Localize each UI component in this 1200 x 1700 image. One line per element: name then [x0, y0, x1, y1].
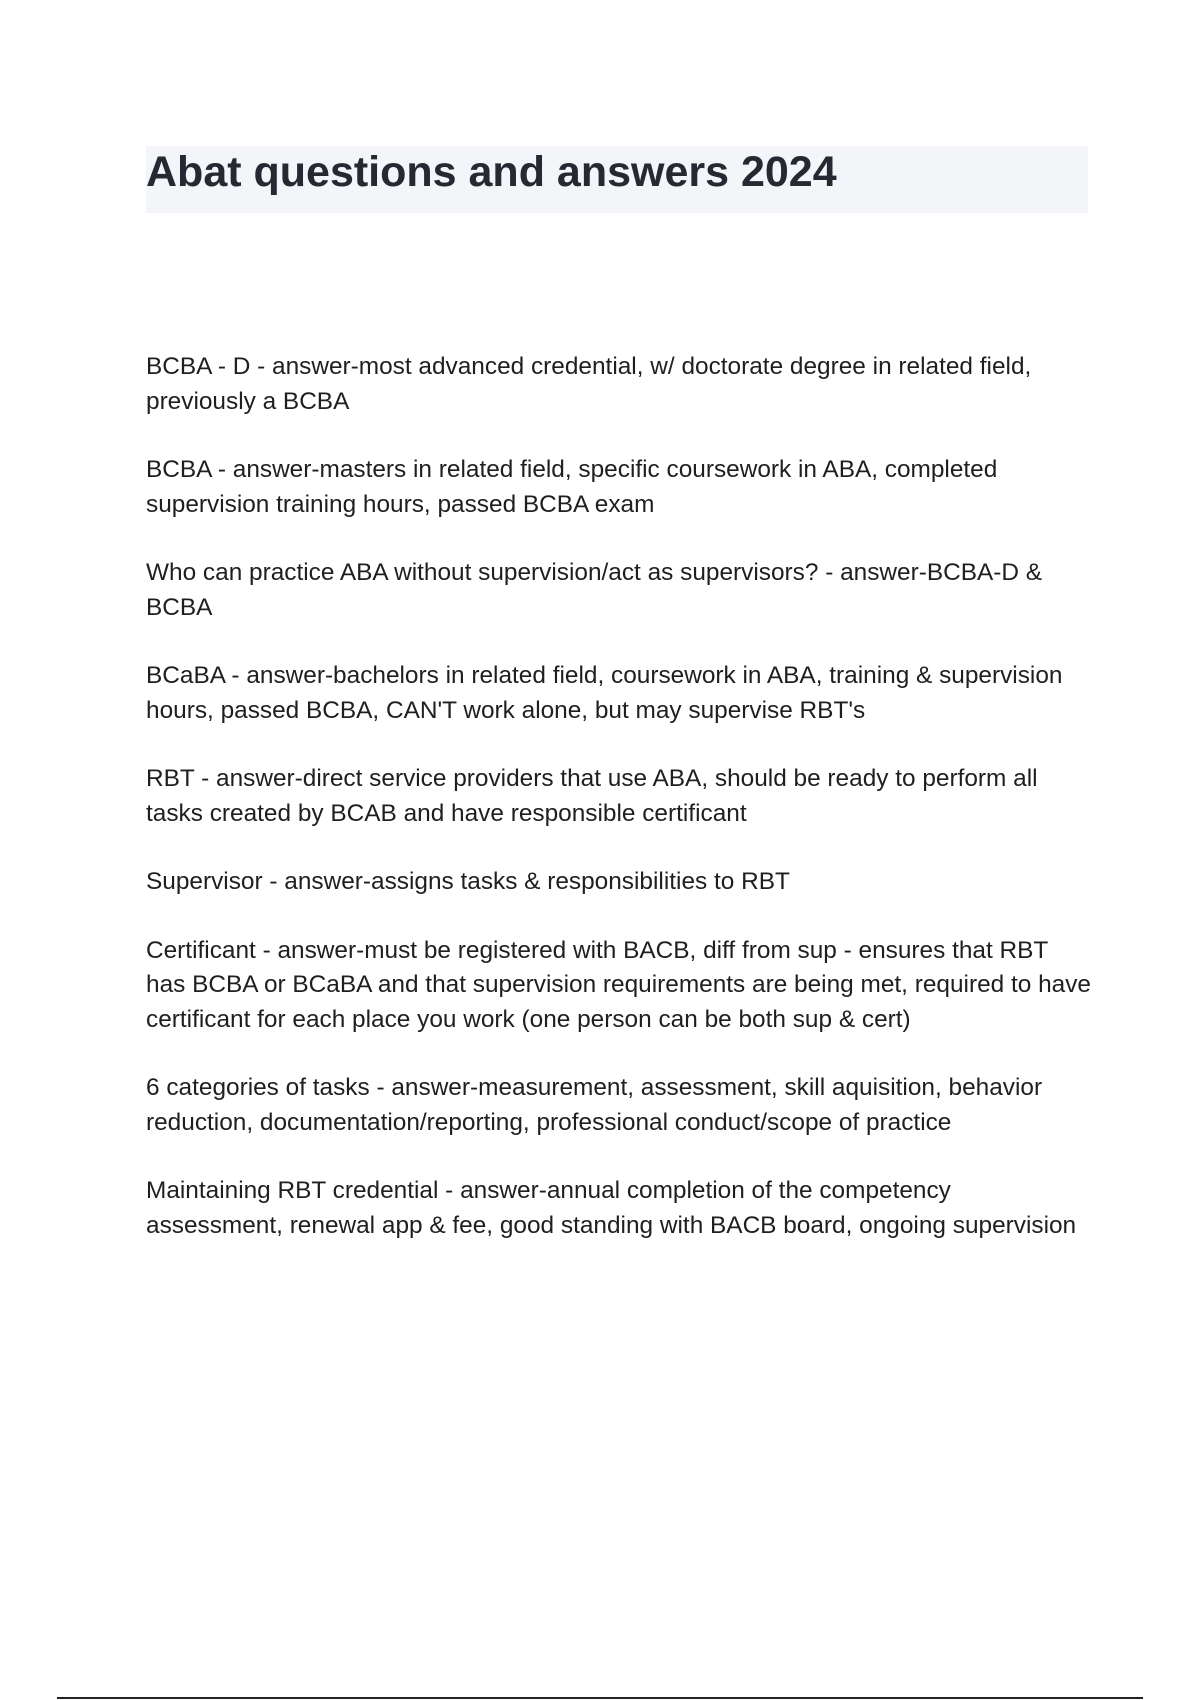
qa-list [146, 350, 1091, 1277]
qa-entry: BCBA - D - answer-most advanced credential, w/ doctorate degree in related field, previously a BCBA [146, 353, 1032, 415]
qa-entry: Who can practice ABA without supervision/act as supervisors? - answer-BCBA-D & BCBA [146, 559, 1043, 621]
qa-entry: Supervisor - answer-assigns tasks & responsibilities to RBT [146, 868, 790, 895]
qa-entry: BCaBA - answer-bachelors in related field, coursework in ABA, training & supervision hours, passed BCBA, CAN'T work alone, but may supervise RBT's [146, 662, 1063, 724]
document-title: Abat questions and answers 2024 [146, 148, 837, 196]
qa-entry: Certificant - answer-must be registered with BACB, diff from sup - ensures that RBT has BCBA or BCaBA and that supervision requirements are being met, required to have certificant for each place you work (one person can be both sup & cert) [146, 936, 1091, 1033]
footer-divider [57, 1697, 1143, 1699]
qa-entry: 6 categories of tasks - answer-measurement, assessment, skill aquisition, behavior reduction, documentation/reporting, professional conduct/scope of practice [146, 1074, 1043, 1136]
qa-entry: BCBA - answer-masters in related field, specific coursework in ABA, completed supervision training hours, passed BCBA exam [146, 456, 998, 518]
qa-entry: Maintaining RBT credential - answer-annual completion of the competency assessment, renewal app & fee, good standing with BACB board, ongoing supervision [146, 1177, 1077, 1239]
qa-entry: RBT - answer-direct service providers that use ABA, should be ready to perform all tasks created by BCAB and have responsible certificant [146, 765, 1038, 827]
